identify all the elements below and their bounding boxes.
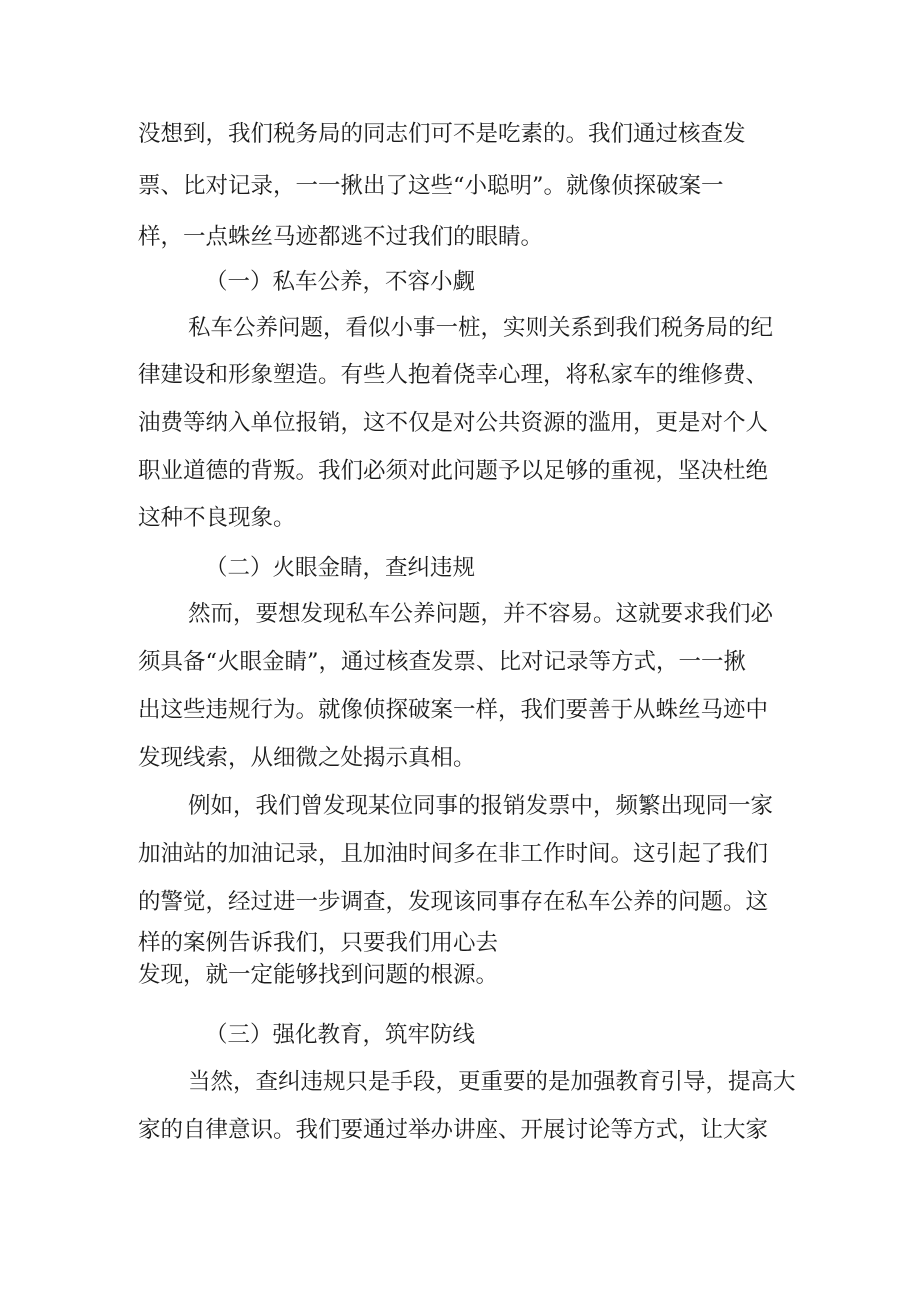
section-1-heading: （一）私车公养，不容小觑 (205, 269, 476, 295)
section-2-p2-line-5: 发现，就一定能够找到问题的根源。 (138, 962, 499, 988)
section-2-p2-line-3: 的警觉，经过进一步调查，发现该同事存在私车公养的问题。这 (138, 889, 769, 915)
intro-line-3: 样，一点蛛丝马迹都逃不过我们的眼睛。 (138, 224, 544, 250)
section-3-line-1: 当然，查纠违规只是手段，更重要的是加强教育引导，提高大 (188, 1069, 796, 1095)
intro-line-2: 票、比对记录，一一揪出了这些“小聪明”。就像侦探破案一 (138, 173, 724, 199)
section-2-p2-line-1: 例如，我们曾发现某位同事的报销发票中，频繁出现同一家 (188, 793, 774, 819)
section-3-heading: （三）强化教育，筑牢防线 (205, 1022, 476, 1048)
section-1-line-5: 这种不良现象。 (138, 505, 296, 531)
section-1-line-4: 职业道德的背叛。我们必须对此问题予以足够的重视，坚决杜绝 (138, 458, 769, 484)
section-2-p1-line-2: 须具备“火眼金睛”，通过核查发票、比对记录等方式，一一揪 (138, 649, 747, 675)
section-2-p1-line-3: 出这些违规行为。就像侦探破案一样，我们要善于从蛛丝马迹中 (138, 697, 769, 723)
section-2-p2-line-4: 样的案例告诉我们，只要我们用心去 (138, 930, 499, 956)
intro-line-1: 没想到，我们税务局的同志们可不是吃素的。我们通过核查发 (138, 121, 746, 147)
section-2-p1-line-1: 然而，要想发现私车公养问题，并不容易。这就要求我们必 (188, 601, 774, 627)
section-2-heading: （二）火眼金睛，查纠违规 (205, 555, 476, 581)
section-3-line-2: 家的自律意识。我们要通过举办讲座、开展讨论等方式，让大家 (138, 1117, 769, 1143)
section-2-p2-line-2: 加油站的加油记录，且加油时间多在非工作时间。这引起了我们 (138, 841, 769, 867)
section-1-line-2: 律建设和形象塑造。有些人抱着侥幸心理，将私家车的维修费、 (138, 362, 769, 388)
section-2-p1-line-4: 发现线索，从细微之处揭示真相。 (138, 745, 476, 771)
section-1-line-1: 私车公养问题，看似小事一桩，实则关系到我们税务局的纪 (188, 315, 774, 341)
section-1-line-3: 油费等纳入单位报销，这不仅是对公共资源的滥用，更是对个人 (138, 410, 769, 436)
